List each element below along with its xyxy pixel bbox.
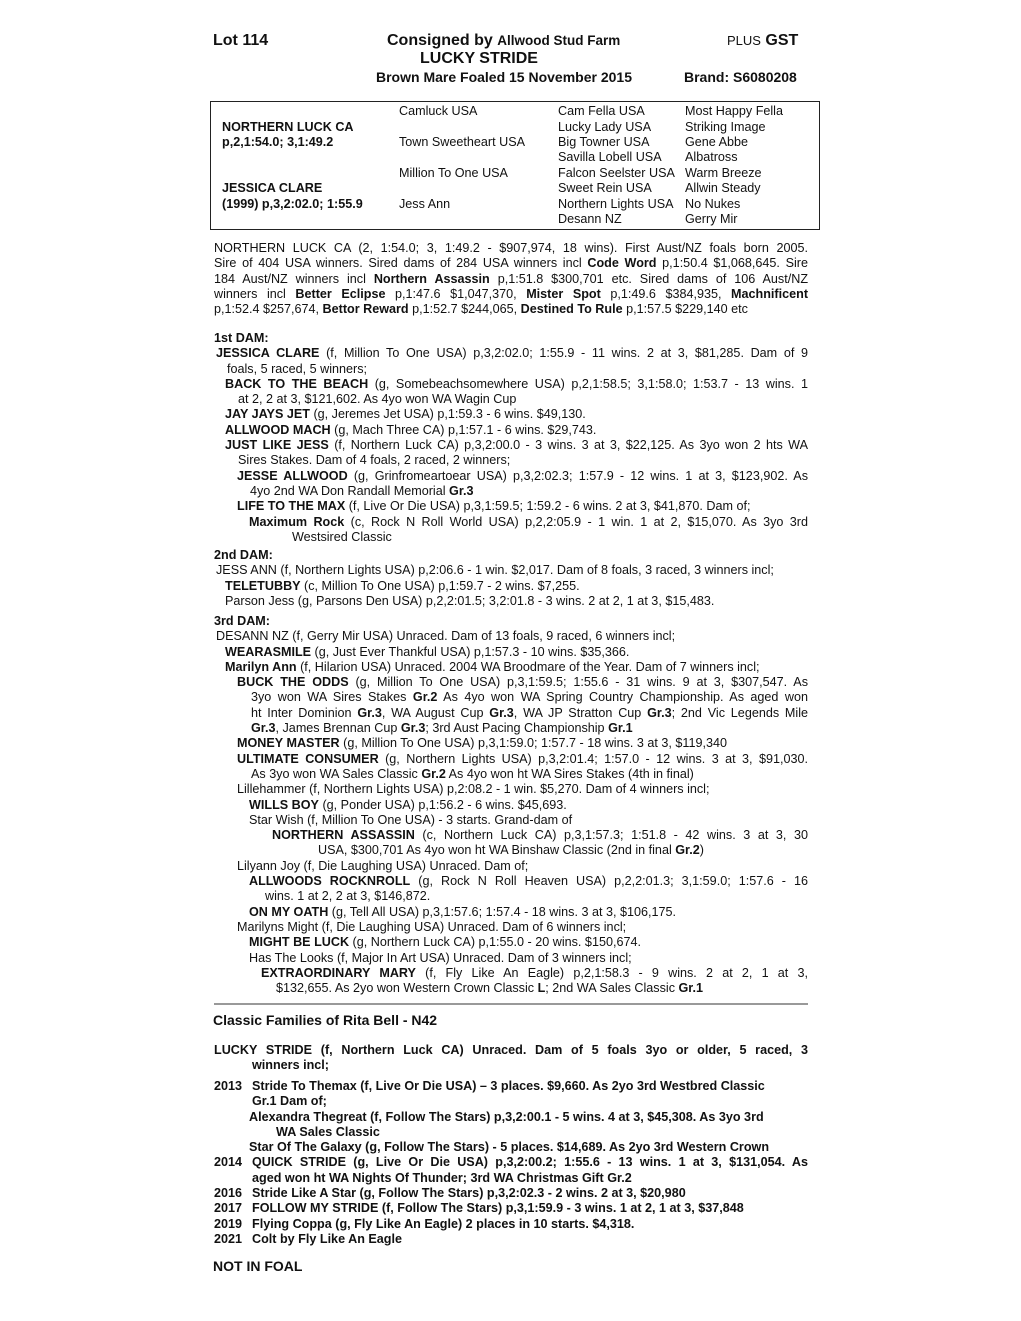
sire-line: NORTHERN LUCK CA (2, 1:54.0; 3, 1:49.2 - $907,974, 18 wins). First Aust/NZ foals born 2005. [214, 241, 808, 255]
sire-summary [214, 241, 808, 317]
family-heading: Classic Families of Rita Bell - N42 [213, 1012, 438, 1028]
pedigree-gen3: Falcon Seelster USA [558, 166, 675, 180]
family-entry: LUCKY STRIDE (f, Northern Luck CA) Unraced. Dam of 5 foals 3yo or older, 5 raced, 3 [214, 1043, 808, 1057]
progeny-entry-cont: USA, $300,701 As 4yo won ht WA Binshaw Classic (2nd in final Gr.2) [318, 843, 704, 858]
progeny-entry: Has The Looks (f, Major In Art USA) Unraced. Dam of 3 winners incl; [249, 950, 632, 965]
produce-record [214, 1079, 808, 1247]
progeny-entry: TELETUBBY (c, Million To One USA) p,1:59.7 - 2 wins. $7,255. [225, 578, 580, 593]
consignor: Allwood Stud Farm [497, 33, 621, 48]
progeny-entry: EXTRAORDINARY MARY (f, Fly Like An Eagle) p,2,1:58.3 - 9 wins. 2 at 2, 1 at 3, [261, 965, 808, 980]
pedigree-gen2: Million To One USA [399, 166, 508, 180]
progeny-entry: Marilyns Might (f, Die Laughing USA) Unraced. Dam of 6 winners incl; [237, 919, 627, 934]
progeny-entry-cont: Sires Stakes. Dam of 4 foals, 2 raced, 2 winners; [238, 453, 511, 468]
produce-row-sub: Alexandra Thegreat (f, Follow The Stars) p,3,2:00.1 - 5 wins. 4 at 3, $45,308. As 3yo 3rd [249, 1109, 764, 1124]
progeny-entry-cont: at 2, 2 at 3, $121,602. As 4yo won WA Wagin Cup [238, 392, 517, 407]
pedigree-gen2: Camluck USA [399, 104, 478, 118]
progeny-entry-cont: Gr.3, James Brennan Cup Gr.3; 3rd Aust Pacing Championship Gr.1 [251, 721, 633, 736]
gst-label: GST [765, 32, 799, 49]
pedigree-dam: JESSICA CLARE [222, 181, 323, 195]
pedigree-dam-record: (1999) p,3,2:02.0; 1:55.9 [222, 197, 363, 211]
pedigree-sire: NORTHERN LUCK CA [222, 120, 354, 134]
pedigree-gen3: Northern Lights USA [558, 197, 674, 211]
progeny-entry: ON MY OATH (g, Tell All USA) p,3,1:57.6; 1:57.4 - 18 wins. 3 at 3, $106,175. [249, 904, 677, 919]
progeny-entry: Star Wish (f, Million To One USA) - 3 starts. Grand-dam of [249, 812, 573, 827]
progeny-entry-cont: 3yo won WA Sires Stakes Gr.2 As 4yo won WA Spring Country Championship. As aged won [251, 690, 808, 705]
family-entry-cont: winners incl; [252, 1058, 329, 1073]
second-dam-section [214, 548, 808, 609]
progeny-entry: JESSE ALLWOOD (g, Grinfromeartoear USA) p,3,2:02.3; 1:57.9 - 12 wins. 1 at 3, $123,902. As [237, 468, 809, 483]
pedigree-gen3: Big Towner USA [558, 135, 650, 149]
horse-name: LUCKY STRIDE [420, 50, 538, 67]
progeny-entry: Lillehammer (f, Northern Lights USA) p,2:08.2 - 1 win. $5,270. Dam of 4 winners incl; [237, 782, 710, 797]
pedigree-gen4: Allwin Steady [685, 181, 761, 195]
pedigree-sire-record: p,2,1:54.0; 3,1:49.2 [222, 135, 334, 149]
produce-row-cont: aged won ht WA Nights Of Thunder; 3rd WA Christmas Gift Gr.2 [252, 1170, 632, 1185]
brand: Brand: S6080208 [684, 69, 797, 85]
plus-label: PLUS [727, 33, 761, 48]
produce-row: 2016 Stride Like A Star (g, Follow The Stars) p,3,2:02.3 - 2 wins. 2 at 3, $20,980 [214, 1186, 686, 1201]
progeny-entry: ALLWOODS ROCKNROLL (g, Rock N Roll Heaven USA) p,2,2:01.3; 3,1:59.0; 1:57.6 - 16 [249, 874, 808, 889]
pedigree-gen4: Albatross [685, 150, 738, 164]
sire-line: p,1:52.4 $257,674, Bettor Reward p,1:52.7 $244,065, Destined To Rule p,1:57.5 $229,140 etc [214, 302, 748, 317]
produce-row: 2019 Flying Coppa (g, Fly Like An Eagle) 2 places in 10 starts. $4,318. [214, 1216, 635, 1231]
pedigree-gen3: Sweet Rein USA [558, 181, 652, 195]
pedigree-gen4: Most Happy Fella [685, 104, 783, 118]
progeny-entry-cont: ht Inter Dominion Gr.3, WA August Cup Gr.3, WA JP Stratton Cup Gr.3; 2nd Vic Legends Mile [251, 705, 809, 720]
pedigree-gen3: Lucky Lady USA [558, 120, 652, 134]
pedigree-gen3: Cam Fella USA [558, 104, 645, 118]
produce-row: 2014 QUICK STRIDE (g, Live Or Die USA) p,3,2:00.2; 1:55.6 - 13 wins. 1 at 3, $131,054. As [214, 1155, 808, 1170]
dam-entry: JESS ANN (f, Northern Lights USA) p,2:06.6 - 1 win. $2,017. Dam of 8 foals, 3 raced, 3 winners incl; [216, 563, 774, 578]
pedigree-gen3: Desann NZ [558, 212, 622, 226]
progeny-entry: BACK TO THE BEACH (g, Somebeachsomewhere USA) p,2,1:58.5; 3,1:58.0; 1:53.7 - 13 wins. 1 [225, 376, 808, 391]
pedigree-gen3: Savilla Lobell USA [558, 150, 662, 164]
progeny-entry-cont: $132,655. As 2yo won Western Crown Classic L; 2nd WA Sales Classic Gr.1 [276, 981, 704, 996]
progeny-entry-cont: As 3yo won WA Sales Classic Gr.2 As 4yo won ht WA Sires Stakes (4th in final) [251, 766, 694, 781]
foal-status: NOT IN FOAL [213, 1258, 303, 1274]
produce-row: 2021 Colt by Fly Like An Eagle [214, 1231, 402, 1246]
produce-row: 2013 Stride To Themax (f, Live Or Die USA) – 3 places. $9,660. As 2yo 3rd Westbred Classic [214, 1079, 765, 1093]
progeny-entry: LIFE TO THE MAX (f, Live Or Die USA) p,3,1:59.5; 1:59.2 - 6 wins. 2 at 3, $41,870. Dam of; [237, 499, 751, 514]
progeny-entry: JAY JAYS JET (g, Jeremes Jet USA) p,1:59.3 - 6 wins. $49,130. [225, 407, 586, 422]
pedigree-gen2: Town Sweetheart USA [399, 135, 525, 149]
section-divider [214, 1003, 808, 1005]
produce-row-cont: WA Sales Classic [276, 1124, 380, 1139]
pedigree-gen4: Warm Breeze [685, 166, 762, 180]
third-dam-section [214, 614, 808, 996]
progeny-entry: MONEY MASTER (g, Million To One USA) p,3,1:59.0; 1:57.7 - 18 wins. 3 at 3, $119,340 [237, 736, 728, 751]
progeny-entry: Parson Jess (g, Parsons Den USA) p,2,2:01.5; 3,2:01.8 - 3 wins. 2 at 2, 1 at 3, $15,483. [225, 593, 715, 608]
progeny-entry: Marilyn Ann (f, Hilarion USA) Unraced. 2004 WA Broodmare of the Year. Dam of 7 winners incl; [225, 659, 760, 674]
produce-row: 2017 FOLLOW MY STRIDE (f, Follow The Stars) p,3,1:59.9 - 3 wins. 1 at 2, 1 at 3, $37,848 [214, 1201, 744, 1216]
progeny-entry: WILLS BOY (g, Ponder USA) p,1:56.2 - 6 wins. $45,693. [249, 797, 567, 812]
sire-line: 184 Aust/NZ winners incl Northern Assassin p,1:51.8 $300,701 etc. Sired dams of 106 Aust/NZ [214, 271, 809, 286]
progeny-entry: ALLWOOD MACH (g, Mach Three CA) p,1:57.1 - 6 wins. $29,743. [225, 422, 597, 437]
pedigree-gen4: Striking Image [685, 120, 766, 134]
section-heading: 1st DAM: [214, 331, 269, 345]
progeny-entry: MIGHT BE LUCK (g, Northern Luck CA) p,1:55.0 - 20 wins. $150,674. [249, 935, 641, 950]
progeny-entry-cont: wins. 1 at 2, 2 at 3, $146,872. [265, 889, 431, 904]
consigned-label: Consigned by [387, 32, 493, 49]
first-dam-section [214, 331, 808, 545]
produce-row-sub: Star Of The Galaxy (g, Follow The Stars) - 5 places. $14,689. As 2yo 3rd Western Crown [249, 1140, 770, 1155]
dam-entry: DESANN NZ (f, Gerry Mir USA) Unraced. Dam of 13 foals, 9 raced, 6 winners incl; [216, 629, 676, 644]
plus-gst [727, 32, 798, 50]
pedigree-gen4: Gerry Mir [685, 212, 738, 226]
consigned-by [387, 32, 620, 50]
dam-entry: JESSICA CLARE (f, Million To One USA) p,3,2:02.0; 1:55.9 - 11 wins. 2 at 3, $81,285. Dam of 9 [216, 346, 808, 361]
section-heading: 3rd DAM: [214, 614, 270, 628]
progeny-entry: BUCK THE ODDS (g, Million To One USA) p,3,1:59.5; 1:55.6 - 31 wins. 9 at 3, $307,547. As [237, 675, 808, 690]
progeny-entry: WEARASMILE (g, Just Ever Thankful USA) p,1:57.3 - 10 wins. $35,366. [225, 644, 630, 659]
produce-row-cont: Gr.1 Dam of; [252, 1094, 327, 1109]
section-heading: 2nd DAM: [214, 548, 273, 562]
sire-line: Sire of 404 USA winners. Sired dams of 284 USA winners incl Code Word p,1:50.4 $1,068,645. Sire [214, 256, 808, 271]
progeny-entry: Maximum Rock (c, Rock N Roll World USA) p,2,2:05.9 - 1 win. 1 at 2, $15,070. As 3yo 3rd [249, 514, 808, 529]
family-lucky-stride [214, 1043, 808, 1074]
dam-entry-cont: foals, 5 raced, 5 winners; [227, 361, 368, 376]
progeny-entry-cont: 4yo 2nd WA Don Randall Memorial Gr.3 [250, 483, 474, 498]
progeny-entry-cont: Westsired Classic [292, 529, 392, 544]
progeny-entry: JUST LIKE JESS (f, Northern Luck CA) p,3,2:00.0 - 3 wins. 3 at 3, $22,125. As 3yo won 2 hts WA [225, 438, 808, 453]
lot-number: Lot 114 [213, 32, 269, 49]
sire-line: winners incl Better Eclipse p,1:47.6 $1,047,370, Mister Spot p,1:49.6 $384,935, Machnificent [214, 286, 809, 301]
progeny-entry: ULTIMATE CONSUMER (g, Northern Lights USA) p,3,2:01.4; 1:57.0 - 12 wins. 3 at 3, $91,030. [237, 751, 808, 766]
progeny-entry: NORTHERN ASSASSIN (c, Northern Luck CA) p,3,1:57.3; 1:51.8 - 42 wins. 3 at 3, 30 [272, 828, 808, 843]
pedigree-gen2: Jess Ann [399, 197, 451, 211]
pedigree-gen4: No Nukes [685, 197, 741, 211]
horse-description: Brown Mare Foaled 15 November 2015 [376, 69, 632, 85]
pedigree-gen4: Gene Abbe [685, 135, 749, 149]
progeny-entry: Lilyann Joy (f, Die Laughing USA) Unraced. Dam of; [237, 858, 529, 873]
